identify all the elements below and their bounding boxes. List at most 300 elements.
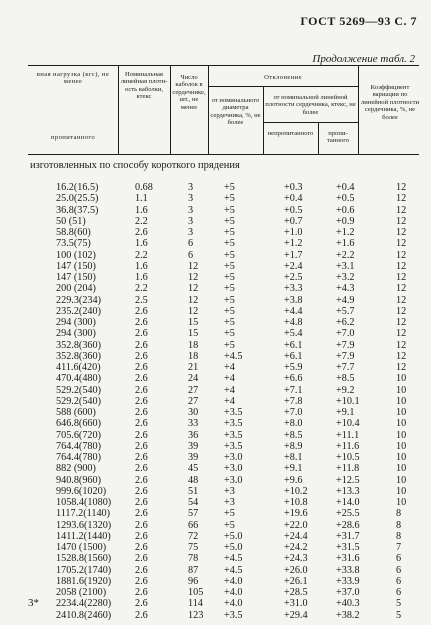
breaking-load-cell: 73.5(75) — [56, 238, 91, 250]
variation-coefficient-cell: 12 — [396, 260, 407, 272]
col-divider — [318, 122, 319, 154]
thread-count-cell: 96 — [188, 575, 199, 587]
impregnated-deviation-cell: +0.6 — [336, 204, 355, 216]
thread-count-cell: 27 — [188, 384, 199, 396]
impregnated-deviation-cell: +11.8 — [336, 463, 360, 475]
breaking-load-cell: 882 (900) — [56, 463, 96, 475]
nonimpregnated-deviation-cell: +4.4 — [284, 305, 303, 317]
nonimpregnated-deviation-cell: +7.0 — [284, 407, 303, 418]
variation-coefficient-cell: 8 — [396, 519, 402, 531]
linear-density-cell: 2.5 — [135, 294, 148, 306]
table-row — [0, 497, 431, 508]
diameter-deviation-cell: +5 — [224, 272, 235, 283]
impregnated-deviation-cell: +0.4 — [336, 182, 355, 193]
nonimpregnated-deviation-cell: +7.8 — [284, 395, 303, 407]
variation-coefficient-cell: 10 — [396, 384, 407, 396]
impregnated-deviation-cell: +28.6 — [336, 519, 360, 531]
nonimpregnated-deviation-cell: +19.6 — [284, 508, 308, 520]
breaking-load-cell: 1528.8(1560) — [56, 553, 112, 565]
thread-count-cell: 12 — [188, 283, 199, 295]
linear-density-cell: 2.6 — [135, 508, 148, 520]
table-row — [0, 430, 431, 441]
variation-coefficient-cell: 12 — [396, 305, 407, 317]
variation-coefficient-cell: 10 — [396, 429, 407, 441]
breaking-load-cell: 352.8(360) — [56, 339, 101, 351]
impregnated-deviation-cell: +4.9 — [336, 294, 355, 306]
nonimpregnated-deviation-cell: +2.4 — [284, 260, 303, 272]
density-deviation-header: от номинальной линейной плотности сердечника, ктекс, не более — [265, 94, 356, 116]
variation-coefficient-cell: 12 — [396, 204, 407, 216]
linear-density-cell: 2.6 — [135, 587, 148, 598]
breaking-load-cell: 646.8(660) — [56, 418, 101, 430]
impregnated-deviation-cell: +7.9 — [336, 350, 355, 362]
thread-count-cell: 24 — [188, 373, 199, 385]
table-row — [0, 261, 431, 272]
impregnated-deviation-cell: +7.0 — [336, 328, 355, 340]
linear-density-cell: 2.6 — [135, 227, 148, 238]
breaking-load-cell: 529.2(540) — [56, 395, 101, 407]
variation-coefficient-cell: 12 — [396, 317, 407, 328]
table-row — [0, 362, 431, 373]
breaking-load-cell: 58.8(60) — [56, 227, 91, 238]
diameter-deviation-cell: +4.0 — [224, 598, 243, 610]
header-bottom-rule — [28, 154, 419, 155]
table-row — [0, 317, 431, 328]
variation-coefficient-cell: 6 — [396, 564, 402, 576]
table-row — [0, 553, 431, 564]
breaking-load-cell: 1470 (1500) — [56, 542, 107, 553]
impregnated-deviation-cell: +4.3 — [336, 283, 355, 295]
breaking-load-cell: 352.8(360) — [56, 350, 101, 362]
table-row — [0, 475, 431, 486]
impregnated-deviation-cell: +31.6 — [336, 553, 360, 565]
variation-coefficient-cell: 10 — [396, 474, 407, 486]
diameter-deviation-cell: +4 — [224, 362, 235, 373]
linear-density-cell: 2.6 — [135, 339, 148, 351]
diameter-deviation-cell: +3.0 — [224, 474, 243, 486]
breaking-load-cell: 470.4(480) — [56, 373, 101, 385]
variation-coefficient-cell: 10 — [396, 452, 407, 463]
diameter-deviation-cell: +5 — [224, 294, 235, 306]
nonimpregnated-deviation-cell: +26.0 — [284, 564, 308, 576]
thread-count-cell: 54 — [188, 497, 199, 508]
linear-density-cell: 1.6 — [135, 272, 148, 283]
density-rule — [263, 122, 358, 123]
table-row — [0, 272, 431, 283]
table-row — [0, 463, 431, 474]
thread-count-cell: 27 — [188, 395, 199, 407]
linear-density-cell: 2.6 — [135, 407, 148, 418]
breaking-load-cell: 2234.4(2280) — [56, 598, 112, 610]
variation-coefficient-cell: 12 — [396, 193, 407, 205]
table-row — [0, 508, 431, 519]
linear-density-cell: 2.6 — [135, 609, 148, 621]
nonimpregnated-deviation-cell: +1.7 — [284, 249, 303, 261]
breaking-load-cell: 200 (204) — [56, 283, 96, 295]
nonimpregnated-deviation-cell: +10.8 — [284, 497, 308, 508]
linear-density-cell: 2.6 — [135, 497, 148, 508]
linear-density-cell: 2.2 — [135, 215, 148, 227]
nonimpregnated-deviation-cell: +0.3 — [284, 182, 303, 193]
nonimpregnated-deviation-cell: +6.6 — [284, 373, 303, 385]
thread-count-cell: 12 — [188, 272, 199, 283]
table-continuation: Продолжение табл. 2 — [312, 53, 415, 65]
impregnated-deviation-cell: +14.0 — [336, 497, 360, 508]
impregnated-header: пропитанного — [50, 134, 96, 141]
section-title: изготовленных по способу короткого прядения — [30, 160, 240, 171]
impregnated-deviation-cell: +11.6 — [336, 440, 360, 452]
linear-density-cell: 2.6 — [135, 564, 148, 576]
thread-count-cell: 30 — [188, 407, 199, 418]
nonimpregnated-deviation-cell: +26.1 — [284, 575, 308, 587]
table-row — [0, 576, 431, 587]
nonimpregnated-deviation-cell: +9.1 — [284, 463, 303, 475]
table-row — [0, 351, 431, 362]
nonimpregnated-deviation-cell: +24.4 — [284, 530, 308, 542]
col-divider — [358, 65, 359, 154]
thread-count-cell: 15 — [188, 328, 199, 340]
nonimpregnated-deviation-cell: +5.9 — [284, 362, 303, 373]
impregnated-deviation-cell: +2.2 — [336, 249, 355, 261]
breaking-load-cell: 36.8(37.5) — [56, 204, 99, 216]
impregnated-deviation-cell: +10.4 — [336, 418, 360, 430]
table-row — [0, 205, 431, 216]
variation-coefficient-cell: 12 — [396, 283, 407, 295]
thread-count-cell: 6 — [188, 238, 194, 250]
impregnated-deviation-cell: +10.5 — [336, 452, 360, 463]
variation-coefficient-cell: 6 — [396, 587, 402, 598]
variation-coefficient-cell: 10 — [396, 440, 407, 452]
diameter-deviation-cell: +3.0 — [224, 452, 243, 463]
linear-density-cell: 1.6 — [135, 238, 148, 250]
table-row — [0, 238, 431, 249]
impregnated-deviation-cell: +7.9 — [336, 339, 355, 351]
diameter-deviation-cell: +5 — [224, 260, 235, 272]
diameter-deviation-cell: +4 — [224, 395, 235, 407]
table-row — [0, 306, 431, 317]
diameter-deviation-cell: +5 — [224, 328, 235, 340]
breaking-load-cell: 764.4(780) — [56, 452, 101, 463]
thread-count-cell: 66 — [188, 519, 199, 531]
diameter-deviation-cell: +3 — [224, 485, 235, 497]
impregnated-deviation-cell: +40.3 — [336, 598, 360, 610]
diameter-deviation-cell: +4.5 — [224, 350, 243, 362]
diameter-deviation-cell: +3.0 — [224, 463, 243, 475]
thread-count-cell: 12 — [188, 260, 199, 272]
variation-coefficient-cell: 8 — [396, 508, 402, 520]
table-row — [0, 587, 431, 598]
nonimpregnated-deviation-cell: +9.6 — [284, 474, 303, 486]
nonimpregnated-deviation-cell: +1.0 — [284, 227, 303, 238]
impregnated-deviation-cell: +1.6 — [336, 238, 355, 250]
thread-count-cell: 123 — [188, 609, 204, 621]
linear-density-cell: 2.6 — [135, 519, 148, 531]
diameter-deviation-cell: +4.0 — [224, 587, 243, 598]
impregnated-sub-header: пропитанного — [326, 130, 350, 145]
breaking-load-cell: 147 (150) — [56, 272, 96, 283]
thread-count-cell: 45 — [188, 463, 199, 475]
impregnated-deviation-cell: +31.5 — [336, 542, 360, 553]
thread-count-cell: 3 — [188, 193, 194, 205]
nonimpregnated-deviation-cell: +8.0 — [284, 418, 303, 430]
variation-coefficient-cell: 10 — [396, 395, 407, 407]
impregnated-deviation-cell: +33.8 — [336, 564, 360, 576]
breaking-load-cell: 147 (150) — [56, 260, 96, 272]
thread-count-cell: 72 — [188, 530, 199, 542]
diameter-deviation-cell: +5 — [224, 305, 235, 317]
diameter-deviation-cell: +5 — [224, 317, 235, 328]
variation-coefficient-cell: 10 — [396, 418, 407, 430]
linear-density-cell: 2.6 — [135, 328, 148, 340]
breaking-load-cell: 411.6(420) — [56, 362, 101, 373]
variation-coefficient-cell: 10 — [396, 485, 407, 497]
breaking-load-cell: 25.0(25.5) — [56, 193, 99, 205]
impregnated-deviation-cell: +9.1 — [336, 407, 355, 418]
thread-count-cell: 15 — [188, 317, 199, 328]
impregnated-deviation-cell: +25.5 — [336, 508, 360, 520]
nonimpregnated-deviation-cell: +22.0 — [284, 519, 308, 531]
nonimpregnated-deviation-cell: +8.1 — [284, 452, 303, 463]
diameter-deviation-cell: +4 — [224, 384, 235, 396]
nonimpregnated-deviation-cell: +31.0 — [284, 598, 308, 610]
linear-density-cell: 0.68 — [135, 182, 153, 193]
load-header: вная нагрузка (кгс), не менее — [36, 71, 110, 86]
deviation-header: Отклонение — [264, 74, 302, 81]
linear-density-cell: 2.6 — [135, 542, 148, 553]
breaking-load-cell: 294 (300) — [56, 328, 96, 340]
thread-count-cell: 3 — [188, 215, 194, 227]
impregnated-deviation-cell: +5.7 — [336, 305, 355, 317]
thread-count-cell: 6 — [188, 249, 194, 261]
linear-density-cell: 2.2 — [135, 283, 148, 295]
table-row — [0, 565, 431, 576]
nonimpregnated-deviation-cell: +24.2 — [284, 542, 308, 553]
diameter-deviation-cell: +4.5 — [224, 553, 243, 565]
thread-count-cell: 48 — [188, 474, 199, 486]
thread-count-cell: 87 — [188, 564, 199, 576]
impregnated-deviation-cell: +9.2 — [336, 384, 355, 396]
linear-density-cell: 2.6 — [135, 418, 148, 430]
variation-coefficient-cell: 10 — [396, 463, 407, 475]
variation-coefficient-cell: 12 — [396, 350, 407, 362]
variation-coefficient-cell: 5 — [396, 609, 402, 621]
variation-coefficient-header: Коэффициент вариации по линейной плотности сердечника, %, не более — [360, 84, 420, 121]
thread-count-cell: 75 — [188, 542, 199, 553]
diameter-deviation-cell: +3.5 — [224, 418, 243, 430]
impregnated-deviation-cell: +37.0 — [336, 587, 360, 598]
linear-density-cell: 2.6 — [135, 598, 148, 610]
linear-density-cell: 2.6 — [135, 373, 148, 385]
variation-coefficient-cell: 8 — [396, 530, 402, 542]
linear-density-cell: 2.6 — [135, 440, 148, 452]
nonimpregnated-deviation-cell: +24.3 — [284, 553, 308, 565]
linear-density-cell: 2.6 — [135, 350, 148, 362]
thread-count-cell: 39 — [188, 452, 199, 463]
thread-count-cell: 51 — [188, 485, 199, 497]
thread-count-cell: 105 — [188, 587, 204, 598]
header-top-rule — [28, 65, 419, 66]
diameter-deviation-cell: +4 — [224, 373, 235, 385]
diameter-deviation-cell: +5.0 — [224, 530, 243, 542]
nonimpregnated-deviation-cell: +0.7 — [284, 215, 303, 227]
table-row — [0, 182, 431, 193]
table-row — [0, 396, 431, 407]
impregnated-deviation-cell: +31.7 — [336, 530, 360, 542]
thread-count-cell: 18 — [188, 339, 199, 351]
impregnated-deviation-cell: +6.2 — [336, 317, 355, 328]
col-divider — [263, 86, 264, 154]
breaking-load-cell: 50 (51) — [56, 215, 86, 227]
thread-count-cell: 3 — [188, 227, 194, 238]
table-row — [0, 452, 431, 463]
diameter-deviation-cell: +5 — [224, 238, 235, 250]
impregnated-deviation-cell: +3.1 — [336, 260, 355, 272]
nonimpregnated-deviation-cell: +3.8 — [284, 294, 303, 306]
nonimpregnated-deviation-cell: +29.4 — [284, 609, 308, 621]
diameter-deviation-cell: +5 — [224, 339, 235, 351]
linear-density-cell: 2.6 — [135, 463, 148, 475]
diameter-deviation-cell: +4.5 — [224, 564, 243, 576]
linear-density-cell: 2.2 — [135, 249, 148, 261]
table-row — [0, 385, 431, 396]
thread-count-cell: 57 — [188, 508, 199, 520]
table-row — [0, 328, 431, 339]
variation-coefficient-cell: 12 — [396, 215, 407, 227]
breaking-load-cell: 235.2(240) — [56, 305, 101, 317]
table-row — [0, 441, 431, 452]
thread-count-cell: 21 — [188, 362, 199, 373]
table-row — [0, 486, 431, 497]
linear-density-cell: 2.6 — [135, 395, 148, 407]
linear-density-cell: 2.6 — [135, 317, 148, 328]
table-row — [0, 295, 431, 306]
standard-number: ГОСТ 5269—93 С. 7 — [300, 14, 417, 28]
thread-count-cell: 3 — [188, 182, 194, 193]
table-row — [0, 340, 431, 351]
variation-coefficient-cell: 10 — [396, 407, 407, 418]
thread-count-cell: 36 — [188, 429, 199, 441]
diameter-deviation-cell: +5 — [224, 215, 235, 227]
variation-coefficient-cell: 12 — [396, 249, 407, 261]
table-row — [0, 531, 431, 542]
variation-coefficient-cell: 5 — [396, 598, 402, 610]
variation-coefficient-cell: 12 — [396, 182, 407, 193]
table-row — [0, 283, 431, 294]
breaking-load-cell: 1117.2(1140) — [56, 508, 111, 520]
diameter-deviation-cell: +5 — [224, 204, 235, 216]
impregnated-deviation-cell: +1.2 — [336, 227, 355, 238]
table-row — [0, 373, 431, 384]
nonimpregnated-deviation-cell: +7.1 — [284, 384, 303, 396]
table-row — [0, 418, 431, 429]
table-body — [0, 182, 431, 621]
breaking-load-cell: 2410.8(2460) — [56, 609, 112, 621]
impregnated-deviation-cell: +3.2 — [336, 272, 355, 283]
linear-density-cell: 1.6 — [135, 204, 148, 216]
nonimpregnated-deviation-cell: +6.1 — [284, 339, 303, 351]
impregnated-deviation-cell: +38.2 — [336, 609, 360, 621]
breaking-load-cell: 1293.6(1320) — [56, 519, 112, 531]
thread-count-cell: 3 — [188, 204, 194, 216]
linear-density-cell: 2.6 — [135, 485, 148, 497]
variation-coefficient-cell: 10 — [396, 373, 407, 385]
table-row — [0, 542, 431, 553]
thread-count-cell: 12 — [188, 305, 199, 317]
nonimpregnated-deviation-cell: +10.2 — [284, 485, 308, 497]
variation-coefficient-cell: 12 — [396, 272, 407, 283]
thread-count-cell: 78 — [188, 553, 199, 565]
nonimpregnated-deviation-cell: +28.5 — [284, 587, 308, 598]
nonimpregnated-deviation-cell: +8.5 — [284, 429, 303, 441]
table-row — [0, 610, 431, 621]
impregnated-deviation-cell: +33.9 — [336, 575, 360, 587]
variation-coefficient-cell: 12 — [396, 328, 407, 340]
variation-coefficient-cell: 6 — [396, 575, 402, 587]
table-row — [0, 227, 431, 238]
linear-density-cell: 2.6 — [135, 474, 148, 486]
impregnated-deviation-cell: +12.5 — [336, 474, 360, 486]
thread-count-header: Число каболок в сердечнике, шт., не менее — [172, 74, 206, 111]
breaking-load-cell: 100 (102) — [56, 249, 96, 261]
nonimpregnated-deviation-cell: +1.2 — [284, 238, 303, 250]
thread-count-cell: 39 — [188, 440, 199, 452]
linear-density-cell: 2.6 — [135, 362, 148, 373]
table-row — [0, 407, 431, 418]
linear-density-cell: 1.1 — [135, 193, 148, 205]
variation-coefficient-cell: 12 — [396, 238, 407, 250]
nonimpregnated-deviation-cell: +2.5 — [284, 272, 303, 283]
diameter-deviation-header: от номинального диаметра сердечника, %, не более — [210, 97, 261, 127]
diameter-deviation-cell: +5 — [224, 193, 235, 205]
diameter-deviation-cell: +3.5 — [224, 440, 243, 452]
variation-coefficient-cell: 12 — [396, 339, 407, 351]
nonimpregnated-deviation-cell: +8.9 — [284, 440, 303, 452]
variation-coefficient-cell: 6 — [396, 553, 402, 565]
diameter-deviation-cell: +5 — [224, 508, 235, 520]
breaking-load-cell: 1411.2(1440) — [56, 530, 111, 542]
table-row — [0, 250, 431, 261]
col-divider — [208, 65, 209, 154]
linear-density-cell: 2.6 — [135, 305, 148, 317]
breaking-load-cell: 1705.2(1740) — [56, 564, 112, 576]
impregnated-deviation-cell: +10.1 — [336, 395, 360, 407]
thread-count-cell: 114 — [188, 598, 203, 610]
variation-coefficient-cell: 10 — [396, 497, 407, 508]
variation-coefficient-cell: 12 — [396, 294, 407, 306]
col-divider — [118, 65, 119, 154]
diameter-deviation-cell: +5 — [224, 283, 235, 295]
table-row — [0, 216, 431, 227]
linear-density-header: Номинальная линейная плотность каболки, ктекс — [120, 71, 168, 101]
diameter-deviation-cell: +5 — [224, 249, 235, 261]
thread-count-cell: 18 — [188, 350, 199, 362]
linear-density-cell: 2.6 — [135, 553, 148, 565]
nonimpregnated-deviation-cell: +4.8 — [284, 317, 303, 328]
breaking-load-cell: 1881.6(1920) — [56, 575, 112, 587]
breaking-load-cell: 705.6(720) — [56, 429, 101, 441]
diameter-deviation-cell: +3.5 — [224, 609, 243, 621]
breaking-load-cell: 2058 (2100) — [56, 587, 107, 598]
page-signature: 3* — [28, 597, 39, 609]
variation-coefficient-cell: 12 — [396, 362, 407, 373]
linear-density-cell: 2.6 — [135, 384, 148, 396]
diameter-deviation-cell: +3 — [224, 497, 235, 508]
diameter-deviation-cell: +3.5 — [224, 407, 243, 418]
linear-density-cell: 2.6 — [135, 575, 148, 587]
diameter-deviation-cell: +5 — [224, 227, 235, 238]
linear-density-cell: 2.6 — [135, 530, 148, 542]
diameter-deviation-cell: +3.5 — [224, 429, 243, 441]
